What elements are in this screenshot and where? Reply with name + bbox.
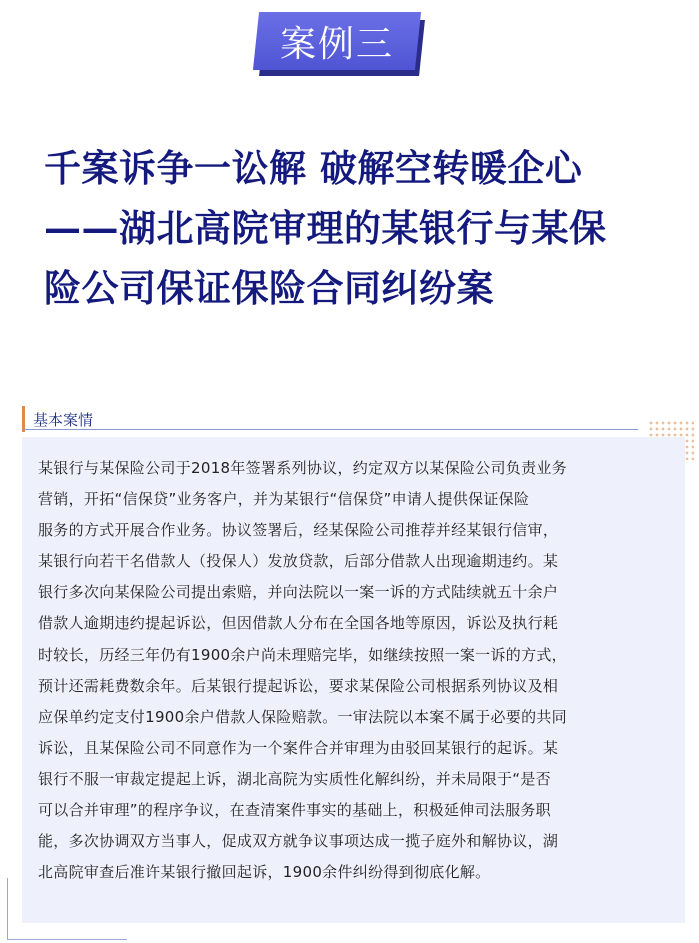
paragraph-line: 借款人逾期违约提起诉讼，但因借款人分布在全国各地等原因，诉讼及执行耗 [38,614,559,633]
paragraph-line: 某银行与某保险公司于2018年签署系列协议，约定双方以某保险公司负责业务 [38,459,567,477]
paragraph-line: 银行多次向某保险公司提出索赔，并向法院以一案一诉的方式陆续就五十余户 [38,583,559,602]
paragraph-line: 诉讼，且某保险公司不同意作为一个案件合并审理为由驳回某银行的起诉。某 [38,738,559,757]
page-title [44,138,664,318]
title-line-3: 险公司保证保险合同纠纷案 [44,266,494,310]
section-divider [22,429,638,430]
paragraph-line: 银行不服一审裁定提起上诉，湖北高院为实质性化解纠纷，并未局限于“是否 [38,769,551,788]
corner-line-vertical [7,878,8,940]
paragraph-line: 营销，开拓“信保贷”业务客户，并为某银行“信保贷”申请人提供保证保险 [38,490,530,509]
case-paragraph [38,453,666,888]
paragraph-line: 某银行向若干名借款人（投保人）发放贷款，后部分借款人出现逾期违约。某 [38,552,559,571]
title-line-1: 千案诉争一讼解 破解空转暖企心 [44,146,583,190]
title-line-2: ——湖北高院审理的某银行与某保 [44,206,607,250]
paragraph-line: 应保单约定支付1900余户借款人保险赔款。一审法院以本案不属于必要的共同 [38,707,567,726]
paragraph-line: 服务的方式开展合作业务。协议签署后，经某保险公司推荐并经某银行信审， [38,521,559,540]
paragraph-line: 能，多次协调双方当事人，促成双方就争议事项达成一揽子庭外和解协议，湖 [38,832,559,851]
corner-line-horizontal [7,939,127,940]
badge-box [253,12,421,70]
badge-label: 案例三 [279,23,394,65]
paragraph-line: 可以合并审理”的程序争议，在查清案件事实的基础上，积极延伸司法服务职 [38,801,551,820]
paragraph-line: 北高院审查后准许某银行撤回起诉，1900余件纠纷得到彻底化解。 [38,863,491,882]
paragraph-line: 时较长，历经三年仍有1900余户尚未理赔完毕，如继续按照一案一诉的方式， [38,645,567,664]
section-title: 基本案情 [33,410,94,429]
paragraph-line: 预计还需耗费数余年。后某银行提起诉讼，要求某保险公司根据系列协议及相 [38,676,559,695]
case-badge [256,12,428,84]
